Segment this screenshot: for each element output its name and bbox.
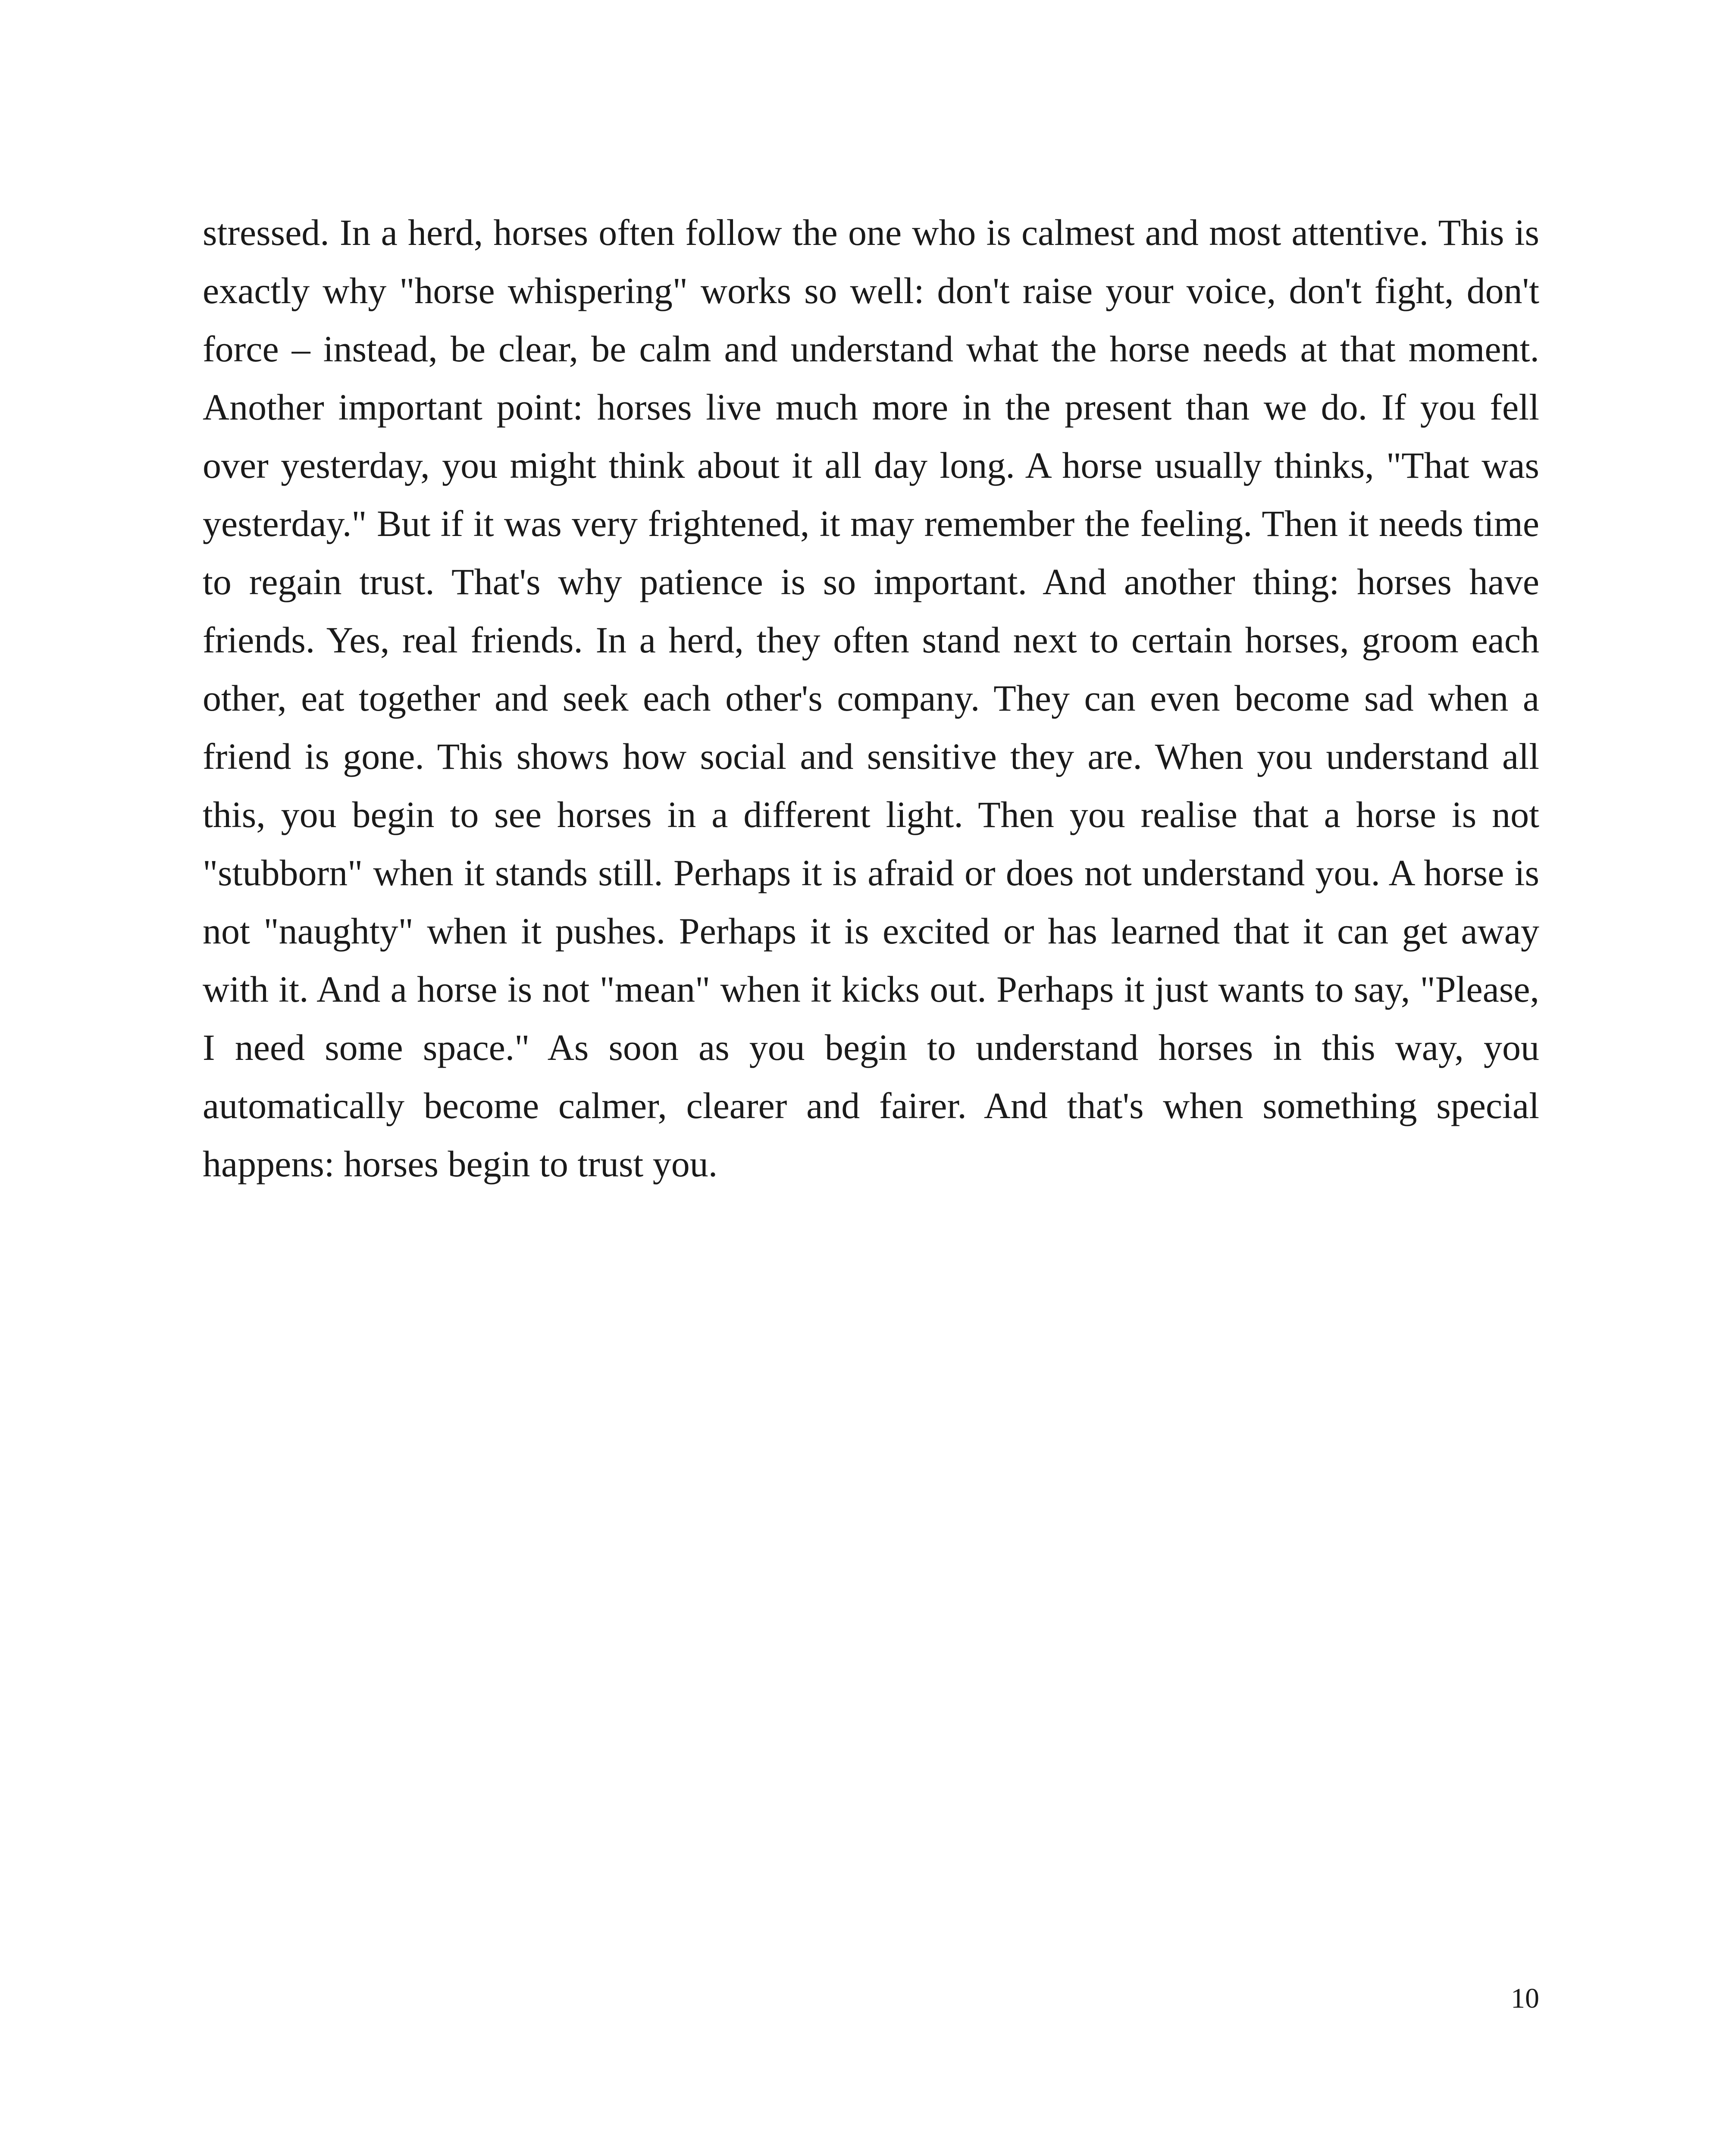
body-paragraph: stressed. In a herd, horses often follow the one who is calmest and most attentive. This is exactly why "horse whispering" works so well: don't raise your voice, don't fight, don't force – instead, be clear, be calm and understand what the horse needs at that moment. Another important point: horses live much more in the present than we do. If you fell over yesterday, you might think about it all day long. A horse usually thinks, "That was yesterday." But if it was very frightened, it may remember the feeling. Then it needs time to regain trust. That's why patience is so important. And another thing: horses have friends. Yes, real friends. In a herd, they often stand next to certain horses, groom each other, eat together and seek each other's company. They can even become sad when a friend is gone. This shows how social and sensitive they are. When you understand all this, you begin to see horses in a different light. Then you realise that a horse is not "stubborn" when it stands still. Perhaps it is afraid or does not understand you. A horse is not "naughty" when it pushes. Perhaps it is excited or has learned that it can get away with it. And a horse is not "mean" when it kicks out. Perhaps it just wants to say, "Please, I need some space." As soon as you begin to understand horses in this way, you automatically become calmer, clearer and fairer. And that's when something special happens: horses begin to trust you. xyxy=(203,212,1539,1185)
page-number: 10 xyxy=(1511,1983,1539,2014)
